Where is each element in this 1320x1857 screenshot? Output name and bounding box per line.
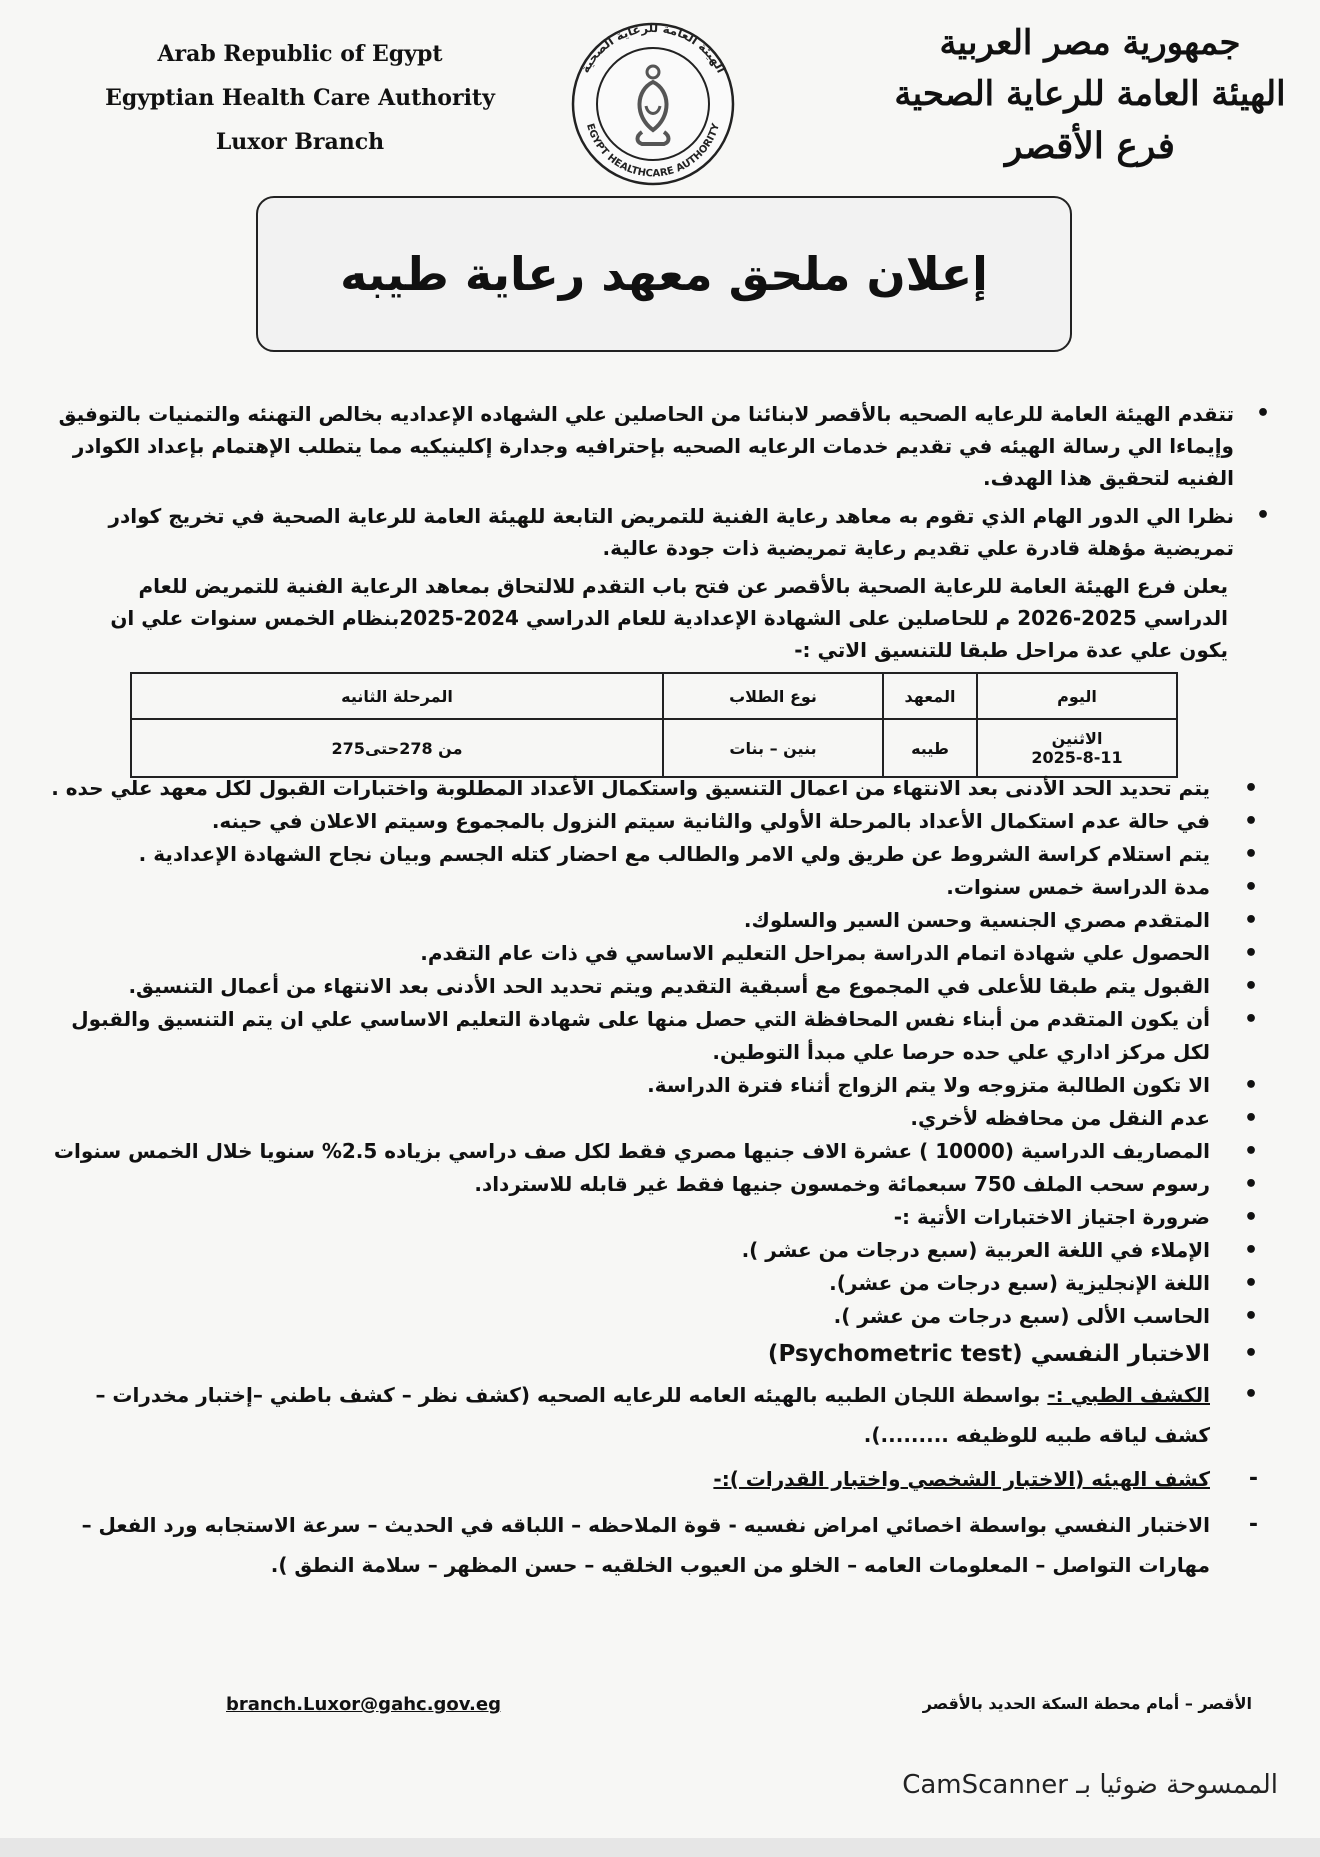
medical-text: بواسطة اللجان الطبيه بالهيئه العامه للرعايه الصحيه (كشف نظر – كشف باطني –إختبار مخدرات –كشف لياقه طبيه للوظيفه .........).: [95, 1383, 1210, 1447]
schedule-table: [130, 672, 1178, 778]
table-header-students: نوع الطلاب: [663, 673, 883, 719]
list-item-text: يتم تحديد الحد الأدنى بعد الانتهاء من اعمال التنسيق واستكمال الأعداد المطلوبة واختبارات القبول لكل معهد علي حده .: [51, 776, 1210, 800]
list-item-text: القبول يتم طبقا للأعلى في المجموع مع أسبقية التقديم ويتم تحديد الحد الأدنى بعد الانتهاء من أعمال التنسيق.: [128, 974, 1210, 998]
bullet-icon: •: [1243, 1073, 1258, 1098]
list-item: [44, 1333, 1258, 1375]
list-item-text: الحاسب الألى (سبع درجات من عشر ).: [833, 1304, 1210, 1328]
bullet-icon: •: [1243, 1106, 1258, 1131]
header-branch-ar: فرع الأقصر: [1005, 125, 1175, 167]
list-item-text: في حالة عدم استكمال الأعداد بالمرحلة الأولي والثانية سيتم النزول بالمجموع وسيتم الاعلان في حينه.: [211, 809, 1210, 833]
list-item-text: مدة الدراسة خمس سنوات.: [946, 875, 1210, 899]
list-item: [44, 1069, 1258, 1102]
bullet-icon: •: [1255, 503, 1270, 528]
table-cell-institute: طيبه: [883, 719, 977, 777]
table-header-stage2: المرحلة الثانيه: [131, 673, 663, 719]
list-item-text: أن يكون المتقدم من أبناء نفس المحافظة التي حصل منها على شهادة التعليم الاساسي علي ان يتم التنسيق والقبول لكل مركز اداري علي حده حرصا علي مبدأ التوطين.: [71, 1007, 1210, 1064]
bullet-icon: •: [1243, 776, 1258, 801]
table-cell-students: بنين – بنات: [663, 719, 883, 777]
header-country: Arab Republic of Egypt: [157, 41, 443, 67]
branch-address: الأقصر – أمام محطة السكة الحديد بالأقصر: [922, 1694, 1252, 1713]
bullet-icon: •: [1243, 1341, 1258, 1366]
day-name: الاثنين: [1051, 729, 1103, 748]
list-item-text: عدم النقل من محافظه لأخري.: [910, 1106, 1210, 1130]
table-header-day: اليوم: [977, 673, 1177, 719]
list-item-text: الا تكون الطالبة متزوجه ولا يتم الزواج أثناء فترة الدراسة.: [647, 1073, 1210, 1097]
list-item: [44, 904, 1258, 937]
list-item: [44, 1267, 1258, 1300]
bullet-icon: •: [1243, 1271, 1258, 1296]
announcement-intro: يعلن فرع الهيئة العامة للرعاية الصحية بالأقصر عن فتح باب التقدم للالتحاق بمعاهد الرعاية الفنية للتمريض للعام الدراسي 2025-2026 م للحاصلين على الشهادة الإعدادية للعام الدراسي 2024-2025بنظام الخمس سنوات علي ان يكون علي عدة مراحل طبقا للتنسيق الاتي :-: [110, 574, 1228, 662]
list-item: [44, 1234, 1258, 1267]
bullet-icon: •: [1243, 809, 1258, 834]
list-item-text: ضرورة اجتياز الاختبارات الأتية :-: [893, 1205, 1210, 1229]
list-item-text: يتم استلام كراسة الشروط عن طريق ولي الامر والطالب مع احضار كتله الجسم وبيان نجاح الشهادة الإعدادية .: [138, 842, 1210, 866]
table-row: [131, 719, 1177, 777]
list-item-text: الاختبار النفسي (Psychometric test): [767, 1341, 1210, 1367]
list-item: [44, 838, 1258, 871]
psych-text: الاختبار النفسي بواسطة اخصائي امراض نفسيه - قوة الملاحظه – اللباقه في الحديث – سرعة الاستجابه ورد الفعل – مهارات التواصل – المعلومات العامه – الخلو من العيوب الخلقيه – حسن المظهر – سلامة النطق ).: [81, 1513, 1210, 1577]
table-cell-stage2: من 278حتى275: [131, 719, 663, 777]
bullet-icon: •: [1243, 1139, 1258, 1164]
header-authority: Egyptian Health Care Authority: [105, 85, 495, 111]
list-item: [44, 1102, 1258, 1135]
list-item: [44, 772, 1258, 805]
announcement-title: إعلان ملحق معهد رعاية طيبه: [340, 247, 988, 301]
bullet-icon: •: [1243, 1007, 1258, 1032]
paragraph-text: نظرا الي الدور الهام الذي تقوم به معاهد رعاية الفنية للتمريض التابعة للهيئة العامة للرعاية الصحية في تخريج كوادر تمريضية مؤهلة قادرة علي تقديم رعاية تمريضية ذات جودة عالية.: [108, 504, 1234, 560]
authority-seal-icon: [556, 20, 750, 188]
list-item-text: المصاريف الدراسية (10000 ) عشرة الاف جنيها مصري فقط لكل صف دراسي بزياده 2.5% سنويا خلال الخمس سنوات: [53, 1139, 1210, 1163]
list-item-text: المتقدم مصري الجنسية وحسن السير والسلوك.: [743, 908, 1210, 932]
contact-email: branch.Luxor@gahc.gov.eg: [226, 1694, 501, 1715]
table-cell-day: [977, 719, 1177, 777]
header-authority-ar: الهيئة العامة للرعاية الصحية: [894, 74, 1286, 114]
bullet-icon: •: [1243, 974, 1258, 999]
list-item-text: اللغة الإنجليزية (سبع درجات من عشر).: [829, 1271, 1210, 1295]
list-item: [44, 937, 1258, 970]
list-item-authority-exam: [44, 1459, 1258, 1499]
bullet-icon: •: [1243, 1205, 1258, 1230]
header-arabic: [880, 18, 1300, 172]
list-item: [44, 970, 1258, 1003]
bullet-icon: •: [1243, 908, 1258, 933]
list-item: [44, 871, 1258, 904]
paragraph-text: تتقدم الهيئة العامة للرعايه الصحيه بالأقصر لابنائنا من الحاصلين علي الشهاده الإعداديه بخالص التهنئه والتمنيات بالتوفيق وإيماءا الي رسالة الهيئه في تقديم خدمات الرعايه الصحيه بإحترافيه وجدارة إكلينيكيه مما يتطلب الإهتمام بإعداد الكوادر الفنيه لتحقيق هذا الهدف.: [58, 402, 1234, 490]
bullet-icon: •: [1243, 1238, 1258, 1263]
dash-icon: -: [1248, 1512, 1258, 1537]
list-item-psych: [44, 1505, 1258, 1585]
dash-icon: -: [1248, 1466, 1258, 1491]
list-item: [44, 1135, 1258, 1168]
list-item: [44, 805, 1258, 838]
bullet-icon: •: [1255, 401, 1270, 426]
medical-label: الكشف الطبي :-: [1047, 1383, 1210, 1407]
list-item: [44, 1300, 1258, 1333]
bullet-icon: •: [1243, 1172, 1258, 1197]
paragraph-role: [54, 500, 1270, 564]
seal-arabic-text: الهيئة العامة للرعاية الصحية: [577, 20, 729, 76]
authority-exam-label: كشف الهيئه (الاختبار الشخصي واختبار القدرات ):-: [713, 1467, 1210, 1491]
camscanner-watermark: الممسوحة ضوئيا بـ CamScanner: [902, 1770, 1278, 1800]
list-item-text: رسوم سحب الملف 750 سبعمائة وخمسون جنيها فقط غير قابله للاسترداد.: [474, 1172, 1210, 1196]
list-item: [44, 1201, 1258, 1234]
list-item: [44, 1003, 1258, 1069]
seal-english-text: EGYPT HEALTHCARE AUTHORITY: [584, 122, 723, 180]
header-country-ar: جمهورية مصر العربية: [939, 23, 1241, 63]
day-date: 2025-8-11: [1031, 748, 1123, 767]
list-item-text: الإملاء في اللغة العربية (سبع درجات من عشر ).: [741, 1238, 1210, 1262]
bullet-icon: •: [1243, 875, 1258, 900]
table-header-row: [131, 673, 1177, 719]
paragraph-congrats: [54, 398, 1270, 494]
bullet-icon: •: [1243, 1304, 1258, 1329]
list-item-medical: [44, 1375, 1258, 1455]
bullet-icon: •: [1243, 1382, 1258, 1407]
header-english: [100, 32, 500, 164]
bullet-icon: •: [1243, 941, 1258, 966]
list-item: [44, 1168, 1258, 1201]
conditions-list: [44, 772, 1258, 1585]
announcement-title-box: [256, 196, 1072, 352]
bullet-icon: •: [1243, 842, 1258, 867]
scan-bottom-edge: [0, 1838, 1320, 1857]
list-item-text: الحصول علي شهادة اتمام الدراسة بمراحل التعليم الاساسي في ذات عام التقدم.: [420, 941, 1210, 965]
table-header-institute: المعهد: [883, 673, 977, 719]
header-branch: Luxor Branch: [215, 129, 385, 155]
